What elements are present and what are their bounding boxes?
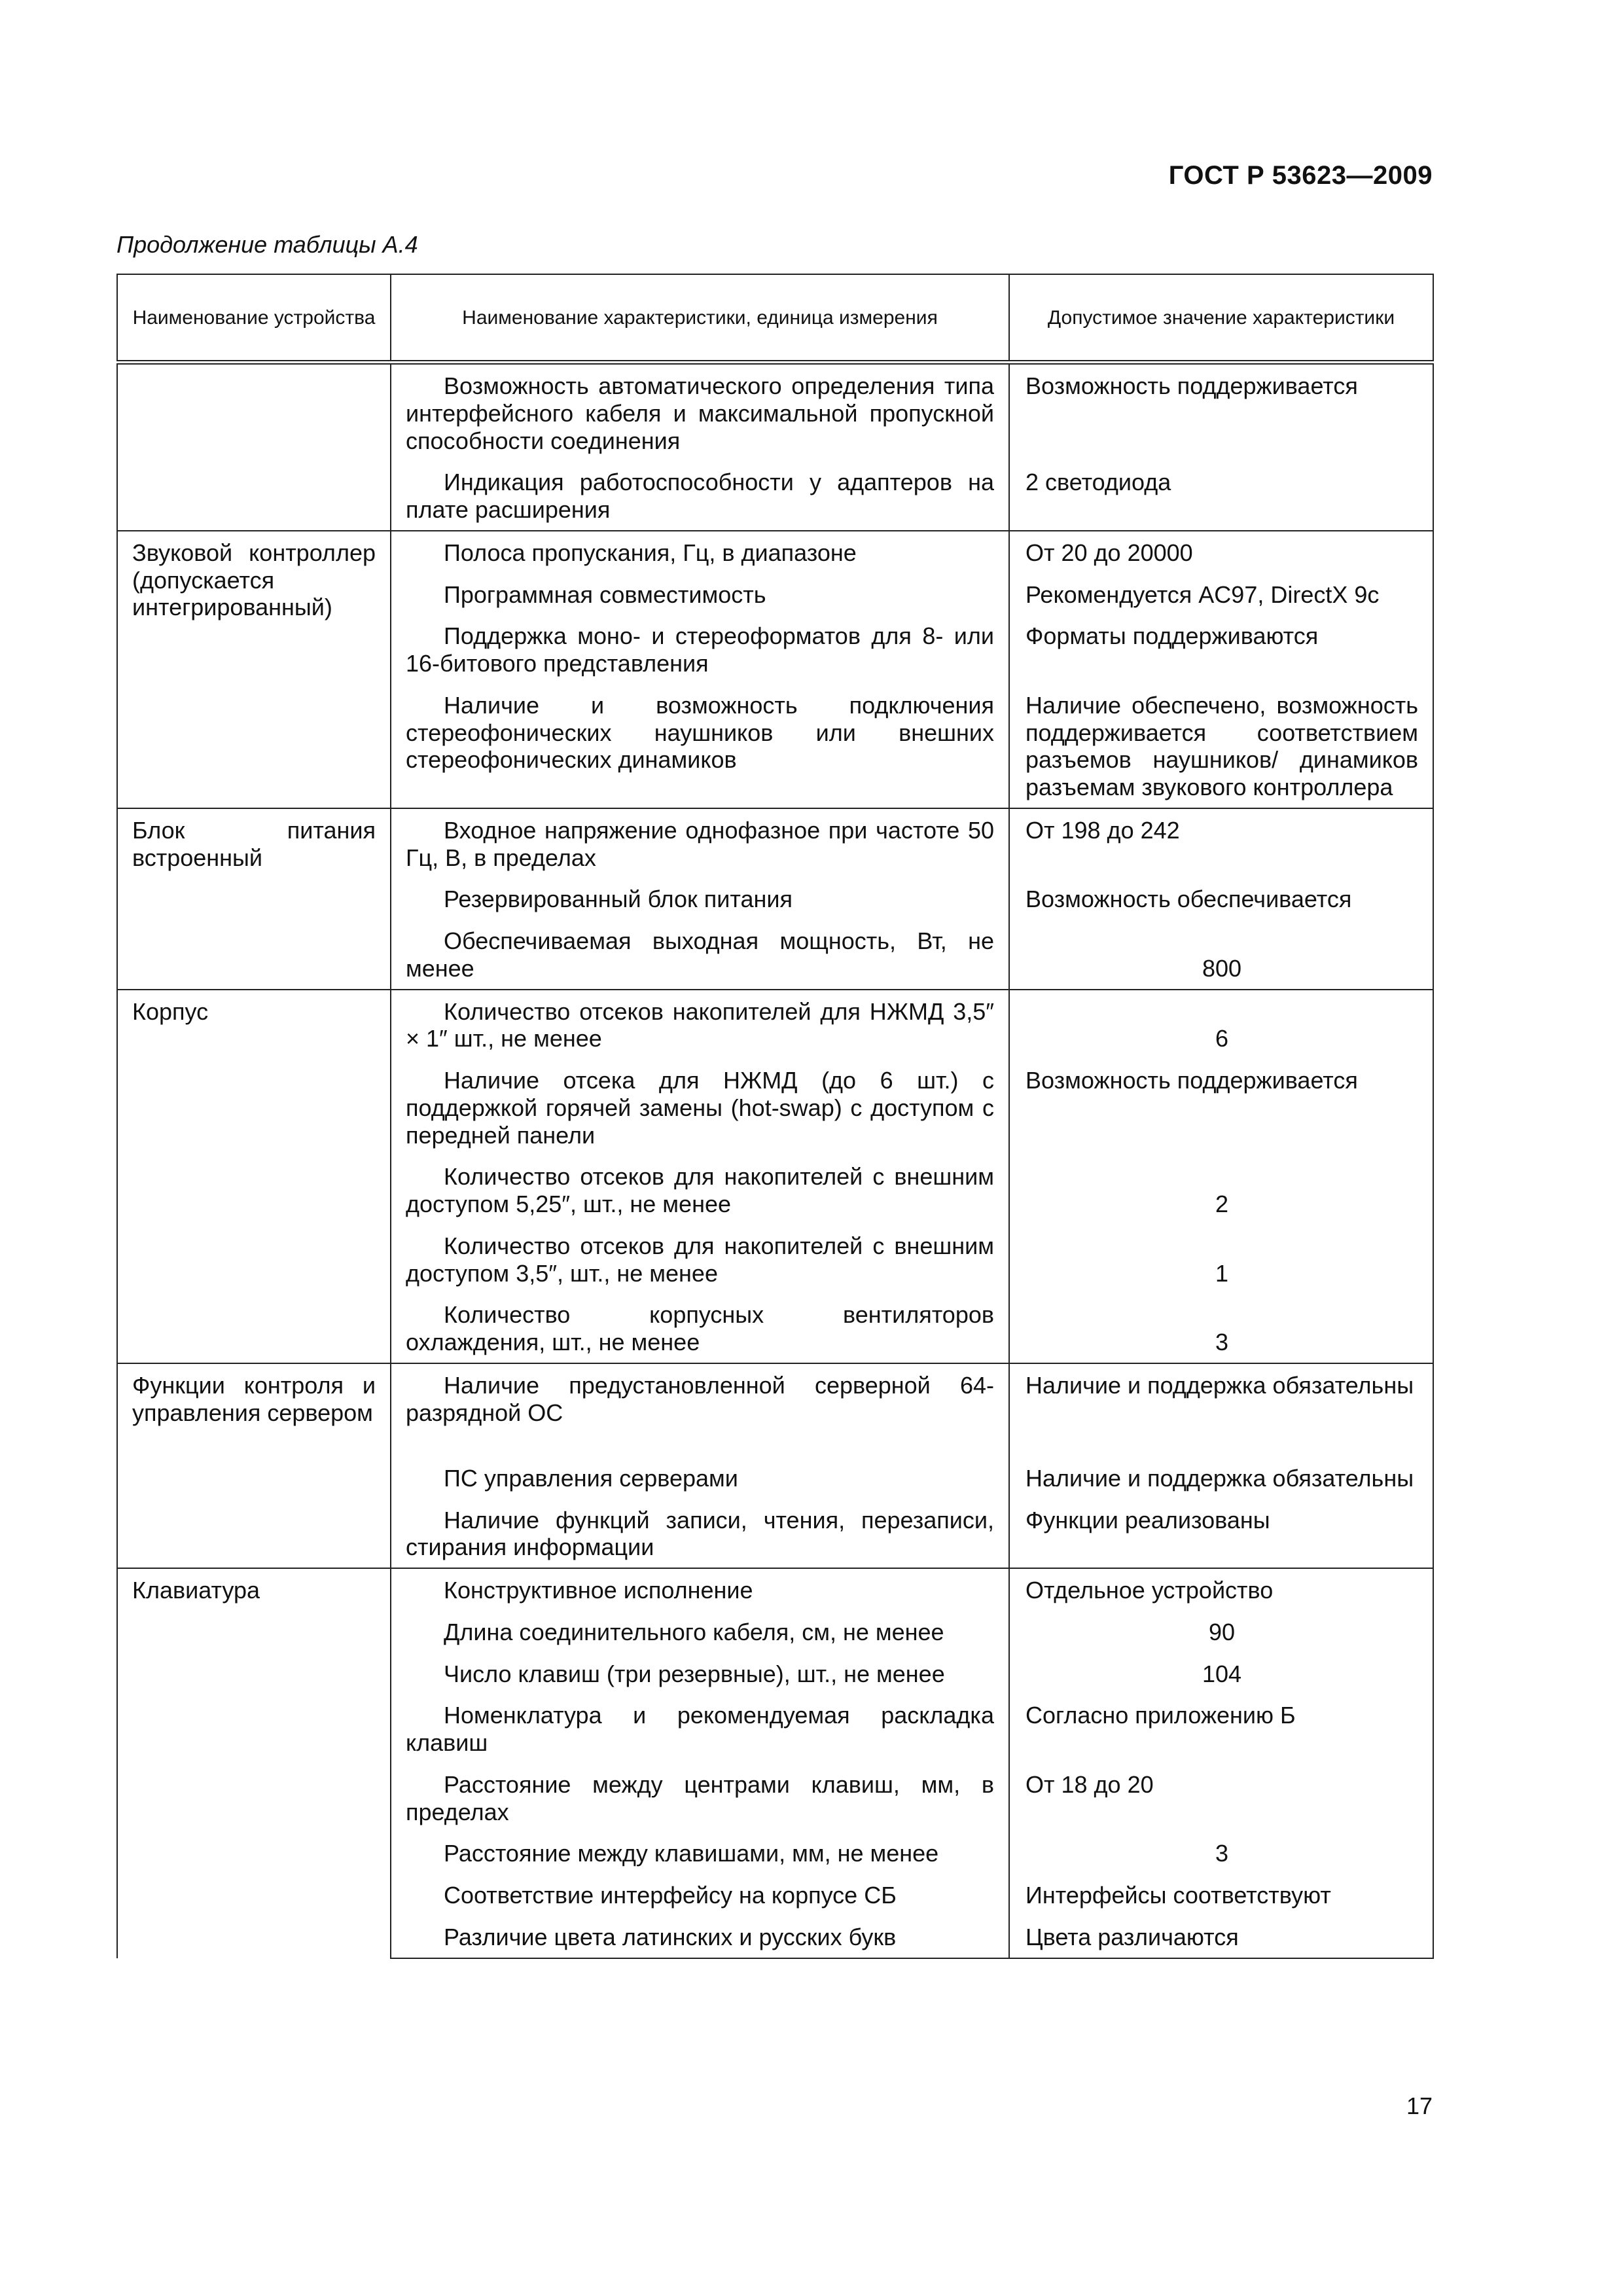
characteristic-cell: [391, 1568, 1009, 1611]
characteristic-text: Полоса пропускания, Гц, в диапазоне: [444, 539, 857, 566]
characteristic-text: Входное напряжение однофазное при частоте 50 Гц, В, в пределах: [406, 816, 994, 871]
characteristic-cell: [391, 1611, 1009, 1653]
device-name-cell: Клавиатура: [117, 1568, 391, 1958]
characteristic-text: Длина соединительного кабеля, см, не менее: [444, 1618, 944, 1645]
characteristic-cell: [391, 808, 1009, 878]
spec-table: [116, 274, 1434, 1959]
value-cell: Функции реализованы: [1009, 1499, 1433, 1569]
characteristic-text: Возможность автоматического определения типа интерфейсного кабеля и максимальной пропускной способности соединения: [406, 372, 994, 454]
characteristic-text: Программная совместимость: [444, 581, 766, 608]
value-cell: Возможность поддерживается: [1009, 1059, 1433, 1155]
value-cell: Согласно приложению Б: [1009, 1694, 1433, 1763]
value-cell: Наличие обеспечено, возможность поддерживается соответствием разъемов наушников/ динамиков разъемам звукового контроллера: [1009, 684, 1433, 808]
value-cell: От 18 до 20: [1009, 1763, 1433, 1833]
table-body: [117, 363, 1433, 1958]
characteristic-cell: [391, 1155, 1009, 1225]
page-number: 17: [1406, 2092, 1433, 2119]
value-cell: Наличие и поддержка обязательны: [1009, 1457, 1433, 1499]
characteristic-cell: [391, 1293, 1009, 1363]
device-name-cell: Функции контроля и управления сервером: [117, 1363, 391, 1568]
characteristic-cell: [391, 461, 1009, 531]
characteristic-cell: [391, 1874, 1009, 1916]
characteristic-text: Соответствие интерфейсу на корпусе СБ: [444, 1882, 897, 1909]
table-row: [117, 1363, 1433, 1457]
table-caption: Продолжение таблицы А.4: [116, 231, 418, 258]
spec-table-container: [116, 274, 1433, 1959]
characteristic-text: Количество отсеков для накопителей с внешним доступом 5,25″, шт., не менее: [406, 1163, 994, 1217]
value-cell: 3: [1009, 1293, 1433, 1363]
characteristic-text: Количество корпусных вентиляторов охлаждения, шт., не менее: [406, 1301, 994, 1355]
value-cell: 3: [1009, 1832, 1433, 1874]
characteristic-cell: [391, 1916, 1009, 1958]
characteristic-cell: [391, 1457, 1009, 1499]
table-row: [117, 808, 1433, 878]
characteristic-cell: [391, 990, 1009, 1060]
column-header-characteristic: Наименование характеристики, единица измерения: [391, 274, 1009, 363]
value-cell: Отдельное устройство: [1009, 1568, 1433, 1611]
device-name-cell: Корпус: [117, 990, 391, 1363]
device-name-cell: Блок питания встроенный: [117, 808, 391, 990]
table-row: [117, 1568, 1433, 1611]
characteristic-text: Наличие отсека для НЖМД (до 6 шт.) с поддержкой горячей замены (hot-swap) с доступом с передней панели: [406, 1067, 994, 1149]
value-cell: 2 светодиода: [1009, 461, 1433, 531]
table-header-row: [117, 274, 1433, 363]
table-row: [117, 990, 1433, 1060]
characteristic-cell: [391, 363, 1009, 461]
characteristic-text: Количество отсеков накопителей для НЖМД 3,5″ × 1″ шт., не менее: [406, 997, 994, 1052]
characteristic-text: Наличие функций записи, чтения, перезаписи, стирания информации: [406, 1506, 994, 1561]
characteristic-cell: [391, 1653, 1009, 1695]
column-header-value: Допустимое значение характеристики: [1009, 274, 1433, 363]
characteristic-cell: [391, 615, 1009, 684]
characteristic-text: Наличие и возможность подключения стереофонических наушников или внешних стереофонических динамиков: [406, 691, 994, 774]
value-cell: Форматы поддерживаются: [1009, 615, 1433, 684]
characteristic-text: Различие цвета латинских и русских букв: [444, 1923, 897, 1950]
value-cell: Наличие и поддержка обязательны: [1009, 1363, 1433, 1457]
characteristic-cell: [391, 531, 1009, 573]
characteristic-cell: [391, 1225, 1009, 1294]
value-cell: От 20 до 20000: [1009, 531, 1433, 573]
characteristic-cell: [391, 878, 1009, 920]
characteristic-cell: [391, 1694, 1009, 1763]
characteristic-text: Расстояние между клавишами, мм, не менее: [444, 1840, 939, 1867]
characteristic-cell: [391, 1763, 1009, 1833]
device-name-cell: Звуковой контроллер (допускается интегрированный): [117, 531, 391, 808]
characteristic-cell: [391, 1059, 1009, 1155]
characteristic-text: Поддержка моно- и стереоформатов для 8- или 16-битового представления: [406, 622, 994, 677]
characteristic-cell: [391, 1363, 1009, 1457]
value-cell: 104: [1009, 1653, 1433, 1695]
characteristic-cell: [391, 684, 1009, 808]
characteristic-text: ПС управления серверами: [444, 1464, 738, 1492]
characteristic-cell: [391, 1832, 1009, 1874]
characteristic-text: Номенклатура и рекомендуемая раскладка клавиш: [406, 1702, 994, 1756]
value-cell: Интерфейсы соответствуют: [1009, 1874, 1433, 1916]
characteristic-text: Конструктивное исполнение: [444, 1577, 753, 1604]
value-cell: 90: [1009, 1611, 1433, 1653]
table-row: [117, 531, 1433, 573]
value-cell: Цвета различаются: [1009, 1916, 1433, 1958]
value-cell: 2: [1009, 1155, 1433, 1225]
device-name-cell: [117, 363, 391, 531]
characteristic-text: Расстояние между центрами клавиш, мм, в пределах: [406, 1770, 994, 1825]
characteristic-text: Количество отсеков для накопителей с внешним доступом 3,5″, шт., не менее: [406, 1232, 994, 1287]
characteristic-cell: [391, 920, 1009, 990]
value-cell: Возможность поддерживается: [1009, 363, 1433, 461]
value-cell: 800: [1009, 920, 1433, 990]
characteristic-text: Обеспечиваемая выходная мощность, Вт, не менее: [406, 927, 994, 982]
value-cell: 6: [1009, 990, 1433, 1060]
value-cell: Рекомендуется AC97, DirectX 9c: [1009, 573, 1433, 615]
characteristic-text: Число клавиш (три резервные), шт., не менее: [444, 1660, 945, 1687]
characteristic-text: Индикация работоспособности у адаптеров на плате расширения: [406, 469, 994, 523]
value-cell: 1: [1009, 1225, 1433, 1294]
value-cell: От 198 до 242: [1009, 808, 1433, 878]
characteristic-cell: [391, 573, 1009, 615]
table-row: [117, 363, 1433, 461]
document-code: ГОСТ Р 53623—2009: [1168, 161, 1433, 190]
characteristic-cell: [391, 1499, 1009, 1569]
column-header-device: Наименование устройства: [117, 274, 391, 363]
characteristic-text: Резервированный блок питания: [444, 886, 793, 913]
value-cell: Возможность обеспечивается: [1009, 878, 1433, 920]
characteristic-text: Наличие предустановленной серверной 64-разрядной ОС: [406, 1371, 994, 1426]
